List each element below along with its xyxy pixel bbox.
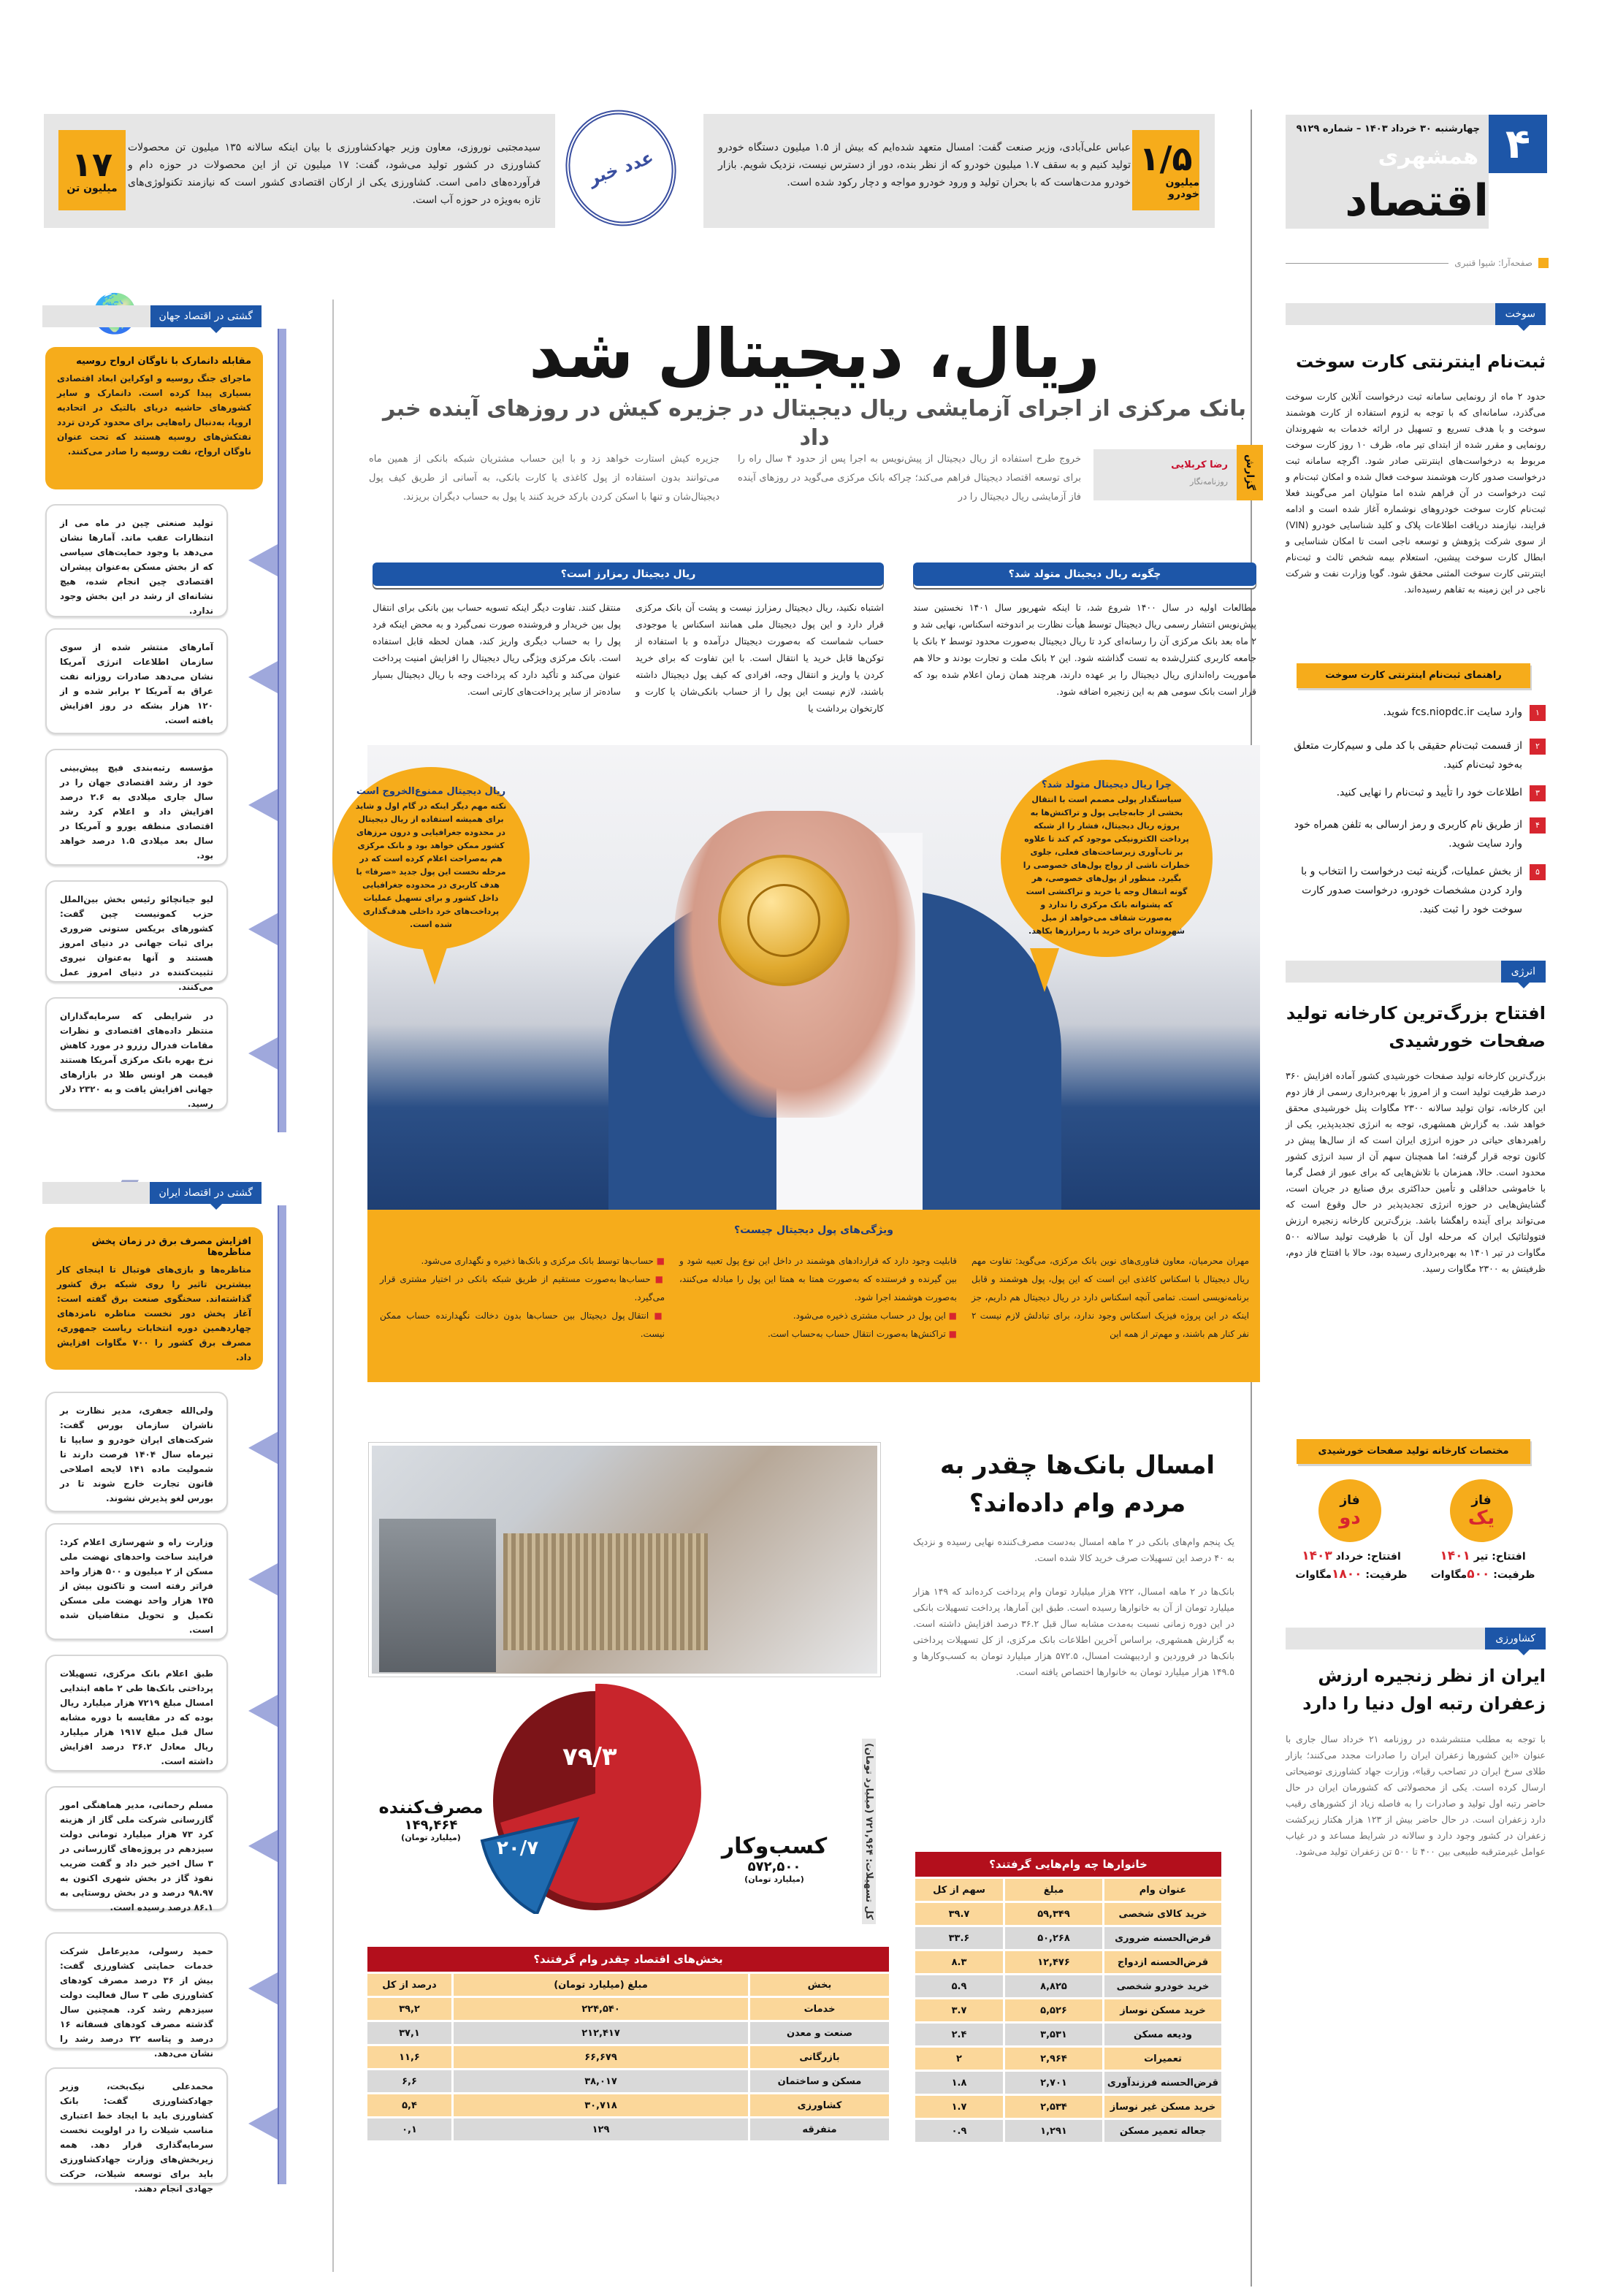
designer-credit	[1286, 256, 1549, 270]
number-value: ۱۷	[71, 145, 113, 184]
highlight-text: مناظره‌ها و بازی‌های فوتبال تا اینجای کار بیشترین تاثیر را روی شبکه برق کشور گذاشته‌اند. سخنگوی صنعت برق گفته است: آغاز پخش دور نخست مناظره نامزدهای چهاردهمین دوره انتخابات ریاست جمهوری، مصرف برق کشور را ۷۰۰ مگاوات افزایش داد.	[57, 1265, 251, 1362]
fuel-step-2	[1286, 736, 1546, 774]
table-row	[915, 2072, 1221, 2094]
feature-bullet: ■ این پول در حساب مشتری ذخیره می‌شود.	[679, 1307, 957, 1325]
table-row	[915, 2096, 1221, 2118]
cell: ۲	[915, 2048, 1003, 2070]
cell: ۳.۷	[915, 1999, 1003, 2021]
news-text: آمارهای منتشر شده از سوی سازمان اطلاعات انرژی آمریکا نشان می‌دهد صادرات روزانه نفت عراق به آمریکا ۲ برابر شده و از ۱۲۰ هزار بشکه در روز افزایش یافته است.	[60, 642, 213, 725]
cell: خرید مسکن نوساز	[1104, 1999, 1221, 2021]
cell: ۱.۸	[915, 2072, 1003, 2094]
cell: ۲,۵۳۴	[1005, 2096, 1102, 2118]
cell: صنعت و معدن	[750, 2022, 889, 2044]
table-title: بخش‌های اقتصاد چقدر وام گرفتند؟	[367, 1947, 889, 1972]
number-value: ۱/۵	[1139, 139, 1193, 178]
main-headline: ریال، دیجیتال شد	[528, 315, 1101, 393]
capacity-unit: مگاوات	[1295, 1569, 1332, 1581]
capacity-unit: مگاوات	[1430, 1569, 1467, 1581]
page-number-badge: ۴	[1489, 115, 1547, 173]
table-row	[915, 1927, 1221, 1949]
bubble-why-digital-rial	[1001, 760, 1213, 957]
solar-box-title: مختصات کارخانه تولید صفحات خورشیدی	[1297, 1439, 1530, 1464]
cell: ۱.۷	[915, 2096, 1003, 2118]
timeline-pointer	[248, 2108, 278, 2140]
section-header-world	[42, 305, 262, 327]
cell: ۳۹.۷	[915, 1903, 1003, 1925]
news-text: لیو جیانچائو رئیس بخش بین‌الملل حزب کمونیست چین گفت: کشورهای بریکس ستونی ضروری برای ثبات جهانی در دنیای امروز هستند و آنها به‌عنوان نیروی تثبیت‌کننده در دنیای امروز عمل می‌کنند.	[60, 894, 213, 992]
cell: ۵۰,۲۶۸	[1005, 1927, 1102, 1949]
iran-news-item	[45, 1523, 228, 1640]
capacity-label: ظرفیت:	[1365, 1569, 1408, 1581]
cell: ۳,۵۳۱	[1005, 2024, 1102, 2045]
features-panel	[367, 1210, 1260, 1382]
iran-news-item	[45, 1786, 228, 1910]
column-header: مبلغ	[1005, 1879, 1102, 1901]
cell: ۰,۱	[367, 2118, 451, 2140]
table-row	[915, 1975, 1221, 1997]
section-label: سوخت	[1495, 303, 1546, 325]
fuel-step-4	[1286, 815, 1546, 853]
pie-label-consumer: ۲۰/۷	[497, 1837, 539, 1859]
cell: ۱,۲۹۱	[1005, 2120, 1102, 2142]
fuel-guide-title: راهنمای ثبت‌نام اینترنتی کارت سوخت	[1297, 663, 1530, 688]
table-row	[915, 1951, 1221, 1973]
cell: ودیعه مسکن	[1104, 2024, 1221, 2045]
cell: تعمیرات	[1104, 2048, 1221, 2070]
bubble-title: چرا ریال دیجیتال متولد شد؟	[1042, 779, 1172, 790]
newspaper-logo: همشهری	[1378, 144, 1478, 169]
capacity-label: ظرفیت:	[1493, 1569, 1535, 1581]
section-label: کشاورزی	[1485, 1628, 1546, 1649]
timeline-pointer	[248, 1563, 278, 1595]
table-header-row	[367, 1974, 889, 1996]
table-title: خانوارها چه وام‌هایی گرفتند؟	[915, 1852, 1221, 1877]
cell: ۲.۴	[915, 2024, 1003, 2045]
timeline-pointer	[248, 913, 278, 945]
iran-news-item	[45, 1932, 228, 2059]
energy-article-body: بزرگ‌ترین کارخانه تولید صفحات خورشیدی کشور آماده افزایش ۳۶۰ درصد ظرفیت تولید است و از امروز با بهره‌برداری رسمی از فاز دوم این کارخانه، توان تولید سالانه ۲۳۰۰ مگاوات پنل خورشیدی محقق خواهد شد. به گزارش همشهری، توجه به انرژی تجدیدپذیر، یکی از راهبردهای حیاتی در حوزه انرژی ایران است که از سال‌ها پیش در کانون توجه قرار گرفته؛ اما همچنان سهم آن از سبد انرژی کشور محدود است. حالا، همزمان با تلاش‌هایی که برای عبور از فصل گرما با خاموشی حداقلی و تأمین حداکثری برق صنایع در جریان است، گشایش‌هایی در حوزه انرژی تجدیدپذیر در حال وقوع است که می‌تواند برای آینده راهگشا باشد. بزرگ‌ترین کارخانه زنجیره ارزش فتوولتائیک ایران که مرحله اول آن با ظرفیت تولید سالانه ۵۰۰ مگاوات در تیر ۱۴۰۱ به بهره‌برداری رسیده بود، حالا با افتتاح فاز دوم، ظرفیتش به ۲۳۰۰ مگاوات رسید.	[1286, 1070, 1546, 1274]
features-col2-text: قابلیت وجود دارد که قراردادهای هوشمند در داخل این نوع پول تعبیه شود و بین گیرنده و فرستنده که به‌صورت همتا به همتا این پول را مبادله می‌کنند، به‌صورت هوشمند اجرا شود.	[679, 1256, 957, 1303]
news-text: تولید صنعتی چین در ماه می از انتظارات عقب ماند. آمارها نشان می‌دهد با وجود حمایت‌های سیاسی که از بخش مسکن به‌عنوان پیشران اقتصادی چین انجام شده، هیچ نشانه‌ای از رشد در این بخش وجود ندارد.	[60, 518, 213, 616]
timeline-rail	[278, 329, 286, 1132]
box2-text-a: اشتباه نکنید، ریال دیجیتال رمزارز نیست و پشت آن بانک مرکزی قرار دارد و این پول دیجیتال ملی همانند اسکناس یا موجودی حساب شماست که به‌صورت دیجیتال درآمده و با استفاده از توکن‌ها قابل خرید یا انتقال است. با این تفاوت که برای خرید کردن یا واریز و انتقال وجه، افرادی که کیف پول دیجیتال داشته باشند، لازم نیست این پول را از حساب بانکی‌شان یا کارت و کارتخوان برداشت یا	[635, 602, 884, 714]
cell: کشاورزی	[750, 2094, 889, 2116]
cell: خرید کالای شخصی	[1104, 1903, 1221, 1925]
pie-chart-svg	[467, 1673, 701, 1914]
number-unit: میلیون خودرو	[1165, 177, 1199, 200]
cell: ۶,۶	[367, 2070, 451, 2092]
top-number-left-text: سیدمجتبی نوروزی، معاون وزیر جهادکشاورزی با بیان اینکه سالانه ۱۳۵ میلیون تن محصولات کشاورزی در کشور تولید می‌شود، گفت: ۱۷ میلیون تن از این محصولات در حوزه دام و فرآورده‌های دامی است. کشاورزی یکی از ارکان اقتصادی کشور است که نیازمند تکنولوژی‌های تازه به‌ویژه در حوزه آب است.	[128, 142, 541, 206]
cell: قرض‌الحسنه ازدواج	[1104, 1951, 1221, 1973]
table-row	[915, 1903, 1221, 1925]
world-highlight-card	[45, 347, 263, 489]
cell: ۳۷,۱	[367, 2022, 451, 2044]
iran-highlight-card	[45, 1227, 263, 1370]
section-label: گشتی در اقتصاد جهان	[150, 305, 262, 327]
column-header: عنوان وام	[1104, 1879, 1221, 1901]
cell: ۳۸,۰۱۷	[454, 2070, 748, 2092]
step-number: ۴	[1530, 817, 1546, 834]
phase-two-info	[1289, 1547, 1413, 1584]
cell: ۳۰,۷۱۸	[454, 2094, 748, 2116]
section-header-energy	[1286, 961, 1546, 983]
bubble-text: نکته مهم دیگر اینکه در گام اول و شاید برای همیشه استفاده از ریال دیجیتال در محدوده جغرافیایی و درون مرزهای کشور ممکن خواهد بود و بانک مرکزی هم به‌صراحت اعلام کرده است که در مرحله نخست این پول جدید «صرفا» با هدف کاربری در محدوده جغرافیایی داخل کشور و برای تسهیل عملیات پرداخت‌های خرد داخلی هدف‌گذاری شده است.	[355, 801, 507, 929]
cell: بازرگانی	[750, 2046, 889, 2068]
stamp-news-number	[549, 94, 692, 242]
table-row	[915, 2120, 1221, 2142]
table-row	[367, 2094, 889, 2116]
feature-bullet: ■ حساب‌ها توسط بانک مرکزی و بانک‌ها ذخیره و نگهداری می‌شود.	[380, 1252, 665, 1270]
agri-article-title: ایران از نظر زنجیره ارزش زعفران رتبه اول دنیا را دارد	[1302, 1666, 1546, 1714]
box2-title-bar: ریال دیجیتال رمزارز است؟	[373, 562, 884, 586]
step-text: از طریق نام کاربری و رمز ارسالی به تلفن همراه خود وارد سایت شوید.	[1294, 819, 1522, 850]
step-number: ۳	[1530, 785, 1546, 801]
news-text: حمید رسولی، مدیرعامل شرکت خدمات حمایتی کشاورزی گفت: بیش از ۳۶ درصد مصرف کودهای کشاورزی طی ۳ سال فعالیت دولت سیزدهم رشد کرد. همچنین سال گذشته مصرف کودهای فسفاته ۱۶ درصد و پتاسه ۳۲ درصد رشد را نشان می‌دهد.	[60, 1946, 213, 2059]
cell: ۵,۴	[367, 2094, 451, 2116]
orange-square-icon	[1538, 258, 1549, 268]
photo-money-stack	[503, 1533, 708, 1650]
cell: ۲,۹۶۴	[1005, 2048, 1102, 2070]
timeline-pointer	[248, 661, 278, 693]
step-number: ۲	[1530, 739, 1546, 755]
highlight-text: ماجرای جنگ روسیه و اوکراین ابعاد اقتصادی بسیاری پیدا کرده است. دانمارک و سایر کشورهای حاشیه دریای بالتیک در اتحادیه اروپا، به‌دنبال راه‌هایی برای محدود کردن تردد نفتکش‌های روسیه هستند که تحت عنوان ناوگان ارواح، نفت روسیه را صادر می‌کنند.	[57, 373, 251, 457]
cell: خرید مسکن غیر نوساز	[1104, 2096, 1221, 2118]
box2-text-b: منتقل کنند. تفاوت دیگر اینکه تسویه حساب بین بانکی برای انتقال پول بین خریدار و فروشنده صورت نمی‌گیرد و به محض اینکه فرد پول را به حساب دیگری واریز کند، همان لحظه قابل استفاده است. بانک مرکزی ویژگی ریال دیجیتال را افزایش امنیت پرداخت عنوان می‌کند و تأکید دارد که پرداخت وجه با ریال دیجیتال بسیار ساده‌تر از سایر پرداخت‌های کارتی است.	[373, 602, 621, 697]
cell: ۲۲۴,۵۴۰	[454, 1998, 748, 2020]
news-text: مسلم رحمانی، مدیر هماهنگی امور گازرسانی شرکت ملی گاز از هزینه کرد ۷۳ هزار میلیارد تومانی دولت سیزدهم در پروژه‌های گازرسانی در ۳ سال اخیر خبر داد و گفت ضریب نفوذ گاز در بخش شهری اکنون به ۹۸.۹۷ درصد و در بخش روستایی به ۸۶.۱ درصد رسیده است.	[60, 1800, 214, 1912]
highlight-title: افزایش مصرف برق در زمان پخش مناظره‌ها	[91, 1236, 251, 1258]
author-name: رضا کربلایی	[1171, 459, 1228, 470]
timeline-pointer	[248, 1432, 278, 1464]
iran-news-item	[45, 2067, 228, 2194]
news-text: مؤسسه رتبه‌بندی فیچ پیش‌بینی خود از رشد اقتصادی جهان را در سال جاری میلادی به ۲.۶ درصد افزایش داد و اعلام کرد رشد اقتصادی منطقه یورو و آمریکا در سال بعد میلادی ۱.۵ درصد خواهد بود.	[60, 763, 213, 861]
cell: ۳۳.۶	[915, 1927, 1003, 1949]
news-text: محمدعلی نیک‌بخت، وزیر جهادکشاورزی گفت: بانک کشاورزی باید با ایجاد خط اعتباری مناسب شیلات را در اولویت نخست سرمایه‌گذاری قرار دهد. همه زیربخش‌های وزارت جهادکشاورزی باید برای توسعه شیلات، حرکت جهادی انجام دهند.	[60, 2081, 213, 2194]
cell: ۱۱,۶	[367, 2046, 451, 2068]
cell: ۳۹,۲	[367, 1998, 451, 2020]
table-header-row	[915, 1879, 1221, 1901]
cell: جعاله تعمیر مسکن	[1104, 2120, 1221, 2142]
section-label: انرژی	[1501, 961, 1546, 983]
bank-counter-photo	[369, 1443, 880, 1677]
households-loan-table	[913, 1852, 1224, 2144]
features-col2	[679, 1252, 957, 1343]
number-tag-left	[58, 130, 126, 210]
bubble-tail	[420, 941, 449, 985]
table-row	[367, 2046, 889, 2068]
cell: ۲,۷۰۱	[1005, 2072, 1102, 2094]
timeline-pointer	[248, 1972, 278, 2005]
phase-one-info	[1424, 1547, 1541, 1584]
features-col1: مهران محرمیان، معاون فناوری‌های نوین بانک مرکزی، می‌گوید: تفاوت مهم ریال دیجیتال با اسکناس کاغذی این است که این پول، پول هوشمند و قابل برنامه‌نویسی است. تمامی آنچه اسکناس دارد در ریال دیجیتال هم داریم، جز اینکه در این پروژه فیزیک اسکناس وجود ندارد، برای تبادلش لازم نیست ۲ نفر کنار هم باشند، و مهم‌تر از همه این	[972, 1256, 1249, 1339]
issue-date: چهارشنبه ۳۰ خرداد ۱۴۰۳ – شماره ۹۱۲۹	[1296, 123, 1480, 134]
cell: ۵۹,۳۴۹	[1005, 1903, 1102, 1925]
features-col3	[380, 1252, 665, 1343]
step-text: از قسمت ثبت‌نام حقیقی با کد ملی و سیم‌کارت متعلق به‌خود ثبت‌نام کنید.	[1294, 740, 1522, 771]
step-text: از بخش عملیات، گزینه ثبت درخواست را انتخاب و با وارد کردن مشخصات خودرو، درخواست صدور کارت سوخت خود را ثبت کنید.	[1301, 866, 1522, 915]
column-header: بخش	[750, 1974, 889, 1996]
lead-text-col1: خروج طرح استفاده از ریال دیجیتال از پیش‌نویس به اجرا پس از حدود ۴ سال راه را برای توسعه اقتصاد دیجیتال فراهم می‌کند؛ چراکه بانک مرکزی می‌گوید در روزهای آینده فاز آزمایشی ریال دیجیتال را در	[738, 454, 1081, 503]
agri-article-body: با توجه به مطلب منتشرشده در روزنامه ۲۱ خرداد سال جاری با عنوان «این کشورها زعفران ایران را صادرات مجدد می‌کنند؛ بازار طلای سرخ ایران در تصاحب رقبا»، وزارت جهاد کشاورزی توضیحاتی ارسال کرده است. یکی از محصولاتی که کشورمان ایران در حال حاضر رتبه اول تولید و صادرات را به فاصله زیاد از کشورهای رقیب دارد زعفران است. در حال حاضر بیش از ۱۲۳ هزار هکتار زیرکشت زعفران در کشور وجود دارد و سالانه در شرایط مساعد و در غیاب عوامل غیرمترقبه طبیعی بین ۴۰۰ تا ۵۰۰ تن زعفران تولید می‌شود.	[1286, 1734, 1546, 1857]
cell: ۶۶,۶۷۹	[454, 2046, 748, 2068]
section-title: اقتصاد	[1345, 175, 1489, 226]
feature-bullet: ■ حساب‌ها به‌صورت مستقیم از طریق شبکه بانکی در اختیار مشتری قرار می‌گیرد.	[380, 1270, 665, 1307]
iran-news-item	[45, 1392, 228, 1512]
step-text: اطلاعات خود را تأیید و ثبت‌نام را نهایی کنید.	[1336, 787, 1522, 798]
world-news-item	[45, 628, 228, 734]
iran-news-item	[45, 1655, 228, 1771]
step-number: ۵	[1530, 864, 1546, 880]
news-text: در شرایطی که سرمایه‌گذاران منتظر داده‌های اقتصادی و نظرات مقامات فدرال رزرو در مورد کاهش نرخ بهره بانک مرکزی آمریکا هستند قیمت هر اونس طلا در بازارهای جهانی افزایش یافت و به ۲۳۲۰ دلار رسید.	[60, 1011, 213, 1109]
fuel-step-3	[1286, 783, 1546, 802]
total-facilities-note: کل تسهیلات: ۷۲۱,۹۶۴ (میلیارد تومان)	[862, 1739, 876, 1924]
column-header: درصد از کل	[367, 1974, 451, 1996]
designer-name: صفحه‌آرا: شیوا قنبری	[1454, 258, 1532, 268]
fuel-article-title: ثبت‌نام اینترنتی کارت سوخت	[1296, 351, 1546, 372]
news-text: وزارت راه و شهرسازی اعلام کرد: فرایند ساخت واحدهای نهضت ملی مسکن از ۲ میلیون و ۵۰۰ هزار واحد فراتر رفته است و تاکنون بیش از ۱۴۵ هزار واحد نهضت ملی مسکن تکمیل و تحویل متقاضیان شده است.	[60, 1537, 213, 1635]
table-row	[915, 2048, 1221, 2070]
table-row	[367, 1998, 889, 2020]
highlight-title: مقابله دانمارک با ناوگان ارواح روسیه	[76, 356, 251, 367]
column-divider	[332, 300, 334, 2272]
opening-label: افتتاح: خرداد	[1335, 1551, 1401, 1563]
number-unit: میلیون تن	[66, 183, 118, 194]
capacity-value: ۱۸۰۰	[1332, 1567, 1362, 1582]
box1-text: مطالعات اولیه در سال ۱۴۰۰ شروع شد، تا اینکه شهریور سال ۱۴۰۱ نخستین سند پیش‌نویس انتشار رسمی ریال دیجیتال توسط هیأت نظارت بر اندوخته اسکناس، نهایی شد و ۲ ماه بعد بانک مرکزی آن را رسانه‌ای کرد تا ریال دیجیتال به‌صورت محدود توسط ۲ بانک با جامعه کاربری کنترل‌شده به تست گذاشته شود. این ۲ بانک ملت و تجارت بودند و حالا هم ماموریت راه‌اندازی ریال دیجیتال را بر عهده دارند، هرچند همان زمان اعلام شده بود که قرار است بانک سومی هم به این زنجیره اضافه شود.	[913, 602, 1257, 697]
step-text: وارد سایت fcs.niopdc.ir شوید.	[1383, 706, 1522, 718]
legend-amount: ۵۷۲,۵۰۰	[747, 1859, 801, 1874]
capacity-value: ۵۰۰	[1467, 1567, 1490, 1582]
cell: مسکن و ساختمان	[750, 2070, 889, 2092]
opening-label: افتتاح: تیر	[1473, 1551, 1526, 1563]
section-header-fuel	[1286, 303, 1546, 325]
timeline-pointer	[248, 789, 278, 821]
cell: ۸,۸۲۵	[1005, 1975, 1102, 1997]
loans-lead: یک پنجم وام‌های بانکی در ۲ ماهه امسال به‌دست مصرف‌کننده نهایی رسیده و نزدیک به ۴۰ درصد این تسهیلات صرف خرید کالا شده است.	[913, 1536, 1235, 1563]
feature-bullet: ■ تراکنش‌ها به‌صورت انتقال حساب به‌حساب است.	[679, 1325, 957, 1343]
legend-category: مصرف‌کننده	[378, 1797, 484, 1818]
timeline-pointer	[248, 1037, 278, 1069]
divider	[1286, 263, 1448, 264]
timeline-pointer	[248, 1830, 278, 1862]
table-row	[915, 2024, 1221, 2045]
cell: ۵,۵۲۶	[1005, 1999, 1102, 2021]
cell: متفرقه	[750, 2118, 889, 2140]
bubble-export-ban	[332, 767, 530, 950]
cell: ۱۲,۴۷۶	[1005, 1951, 1102, 1973]
photo-cash-counter	[379, 1519, 496, 1672]
cell: ۵.۹	[915, 1975, 1003, 1997]
timeline-pointer	[248, 544, 278, 576]
fuel-article-body: حدود ۲ ماه از رونمایی سامانه ثبت درخواست آنلاین کارت سوخت می‌گذرد، سامانه‌ای که با توجه به لزوم استفاده از کارت هوشمند سوخت و با هدف تسریع و تسهیل در ارائه خدمات به شهروندان رونمایی و مقرر شده از ابتدای تیر ماه، ظرف ۱۰ روز کارت سوخت مربوط به درخواست‌های اینترنتی صادر شود. اگرچه سامانه ثبت درخواست صدور کارت هوشمند سوخت فعال شده و امکان ثبت‌نام و ثبت درخواست در آن فراهم شده اما متولیان امر می‌گویند فعلا ثبت‌نام کارت سوخت خودروهای نوشماره آغاز شده است و ادامه فرایند، نیازمند دریافت اطلاعات پلاک و کلید شناسایی خودرو (VIN) از سوی شرکت پژوهش و توسعه ناجی است تا امکان شناسایی و ابطال کارت سوخت پیشین، استعلام بیمه شخص ثالث و ثبت‌نام اینترنتی کارت سوخت المثنی محقق شود. گویا وزارت نفت و شرکت ناجی در این زمینه به تفاهم رسیده‌اند.	[1286, 391, 1546, 595]
timeline-pointer	[248, 1695, 278, 1727]
cell: ۸.۳	[915, 1951, 1003, 1973]
energy-article-title: افتتاح بزرگ‌ترین کارخانه تولید صفحات خورشیدی	[1286, 1003, 1546, 1051]
step-number: ۱	[1530, 705, 1546, 721]
report-tag: گزارش	[1237, 445, 1263, 500]
world-news-item	[45, 997, 228, 1110]
world-news-item	[45, 749, 228, 866]
phase-label: فاز	[1340, 1493, 1360, 1508]
cell: ۱۲۹	[454, 2118, 748, 2140]
bubble-text: سیاستگذار پولی مصمم است با انتقال بخشی از جابه‌جایی پول و تراکنش‌ها به پروژه ریال دیجیتال، فشار را از شبکه پرداخت الکترونیکی موجود کم کند تا علاوه بر تاب‌آوری زیرساخت‌های فعلی، جلوی خطرات ناشی از رواج پول‌های خصوصی را بگیرد. منظور از پول‌های خصوصی، هر گونه انتقال وجه یا خرید و تراکنشی است که پشتوانه بانک مرکزی را ندارد و به‌صورت شفاف می‌خواهد از میل شهروندان برای خرید با رمزارزها بکاهد.	[1023, 794, 1191, 936]
table-row	[367, 2118, 889, 2140]
legend-category: کسب‌وکار	[721, 1834, 828, 1859]
table-row	[367, 2022, 889, 2044]
legend-amount: ۱۴۹,۴۶۴	[404, 1818, 458, 1833]
cell: ۰.۹	[915, 2120, 1003, 2142]
features-title: ویژگی‌های پول دیجیتال چیست؟	[734, 1224, 893, 1236]
bubble-tail	[1030, 948, 1059, 992]
pie-label-business: ۷۹/۳	[562, 1742, 617, 1771]
column-header: سهم از کل	[915, 1879, 1003, 1901]
news-text: ولی‌الله جعفری، مدیر نظارت بر ناشران سازمان بورس گفت: شرکت‌های ایران خودرو و سایپا تا تیرماه سال ۱۴۰۴ فرصت دارند تا شمولیت ماده ۱۴۱ لایحه اصلاحی قانون تجارت خارج شوند تا در بورس لغو پذیرش نشوند.	[60, 1406, 213, 1503]
number-tag-right	[1132, 130, 1199, 210]
phase-label: فاز	[1471, 1493, 1492, 1508]
section-header-iran	[42, 1182, 262, 1204]
opening-value: ۱۴۰۱	[1440, 1549, 1470, 1563]
box1-title-bar: چگونه ریال دیجیتال متولد شد؟	[913, 562, 1256, 586]
lead-text-col2: جزیره کیش استارت خواهد زد و با این حساب مشتریان شبکه بانکی از همین ماه می‌توانند بدون استفاده از پول کاغذی یا کارت بانکی، به آسانی از طریق کیف پول دیجیتال‌شان و تنها با اسکن کردن بارکد خرید کنند یا پول به حساب دیگران بریزند.	[369, 454, 719, 503]
sectors-loan-table	[365, 1947, 891, 2143]
timeline-rail	[278, 1205, 286, 2184]
cell: خدمات	[750, 1998, 889, 2020]
main-subheadline: بانک مرکزی از اجرای آزمایشی ریال دیجیتال در جزیره کیش در روزهای آینده خبر داد	[383, 396, 1246, 451]
table-row	[367, 2070, 889, 2092]
feature-bullet: ■ انتقال پول دیجیتال بین حساب‌ها بدون دخالت نگهدارنده حساب ممکن نیست.	[380, 1307, 665, 1343]
loans-article-title: امسال بانک‌ها چقدر به مردم وام داده‌اند؟	[939, 1451, 1215, 1518]
opening-value: ۱۴۰۳	[1302, 1549, 1332, 1563]
section-header-agri	[1286, 1628, 1546, 1649]
column-header: مبلغ (میلیارد تومان)	[454, 1974, 748, 1996]
cell: خرید خودرو شخصی	[1104, 1975, 1221, 1997]
phase-name: یک	[1467, 1507, 1495, 1529]
masthead	[1286, 115, 1489, 229]
cell: قرض‌الحسنه ضروری	[1104, 1927, 1221, 1949]
fuel-step-5	[1286, 862, 1546, 919]
legend-consumer	[369, 1797, 493, 1842]
cell: ۲۱۲,۴۱۷	[454, 2022, 748, 2044]
phase-name: دو	[1339, 1507, 1361, 1529]
phase-one-badge	[1450, 1479, 1513, 1542]
fuel-step-1	[1286, 703, 1546, 722]
table-row	[915, 1999, 1221, 2021]
bubble-title: ریال دیجیتال ممنوع‌الخروج است	[356, 785, 506, 797]
top-number-right-text: عباس علی‌آبادی، وزیر صنعت گفت: امسال متعهد شده‌ایم که بیش از ۱.۵ میلیون دستگاه خودرو تولید کنیم و به سقف ۱.۷ میلیون خودرو که از نظر بنده، دور از دسترس نیست، نزدیک شویم. بازار خودرو مدت‌هاست که با بحران تولید و ورود خودرو مواجه و دچار رکود شده است.	[718, 142, 1131, 188]
world-news-item	[45, 880, 228, 992]
world-news-item	[45, 504, 228, 617]
phase-two-badge	[1318, 1479, 1381, 1542]
stamp-label: عدد خبر	[585, 146, 657, 190]
legend-unit: (میلیارد تومان)	[401, 1833, 461, 1842]
byline	[1093, 449, 1263, 500]
gold-coin-icon	[718, 855, 850, 986]
legend-business	[716, 1834, 833, 1884]
news-text: طبق اعلام بانک مرکزی، تسهیلات پرداختی بانک‌ها طی ۲ ماهه ابتدایی امسال مبلغ ۷۲۱۹ هزار میلیارد ریال بوده که در مقایسه با دوره مشابه سال قبل مبلغ ۱۹۱۷ هزار میلیارد ریال معادل ۳۶.۲ درصد افزایش داشته است.	[60, 1668, 214, 1766]
legend-unit: (میلیارد تومان)	[744, 1874, 804, 1884]
author-role: روزنامه‌نگار	[1190, 477, 1228, 487]
loans-body: بانک‌ها در ۲ ماهه امسال، ۷۲۲ هزار میلیارد تومان وام پرداخت کرده‌اند که ۱۴۹ هزار میلیارد تومان از آن به خانوارها رسیده است. طبق این آمارها، پرداخت تسهیلات بانکی در این دوره زمانی نسبت به‌مدت مشابه سال قبل ۳۶.۲ درصد افزایش داشته است. به گزارش همشهری، براساس آخرین اطلاعات بانک مرکزی، از کل تسهیلات پرداختی بانک‌ها در فروردین و اردیبهشت امسال، ۵۷۲.۵ هزار میلیارد تومان به کسب‌وکارها و ۱۴۹.۵ هزار میلیارد تومان به خانوارها اختصاص یافته است.	[913, 1586, 1234, 1677]
cell: قرض‌الحسنه فرزندآوری	[1104, 2072, 1221, 2094]
loans-pie-chart	[467, 1673, 701, 1914]
section-label: گشتی در اقتصاد ایران	[150, 1182, 262, 1204]
